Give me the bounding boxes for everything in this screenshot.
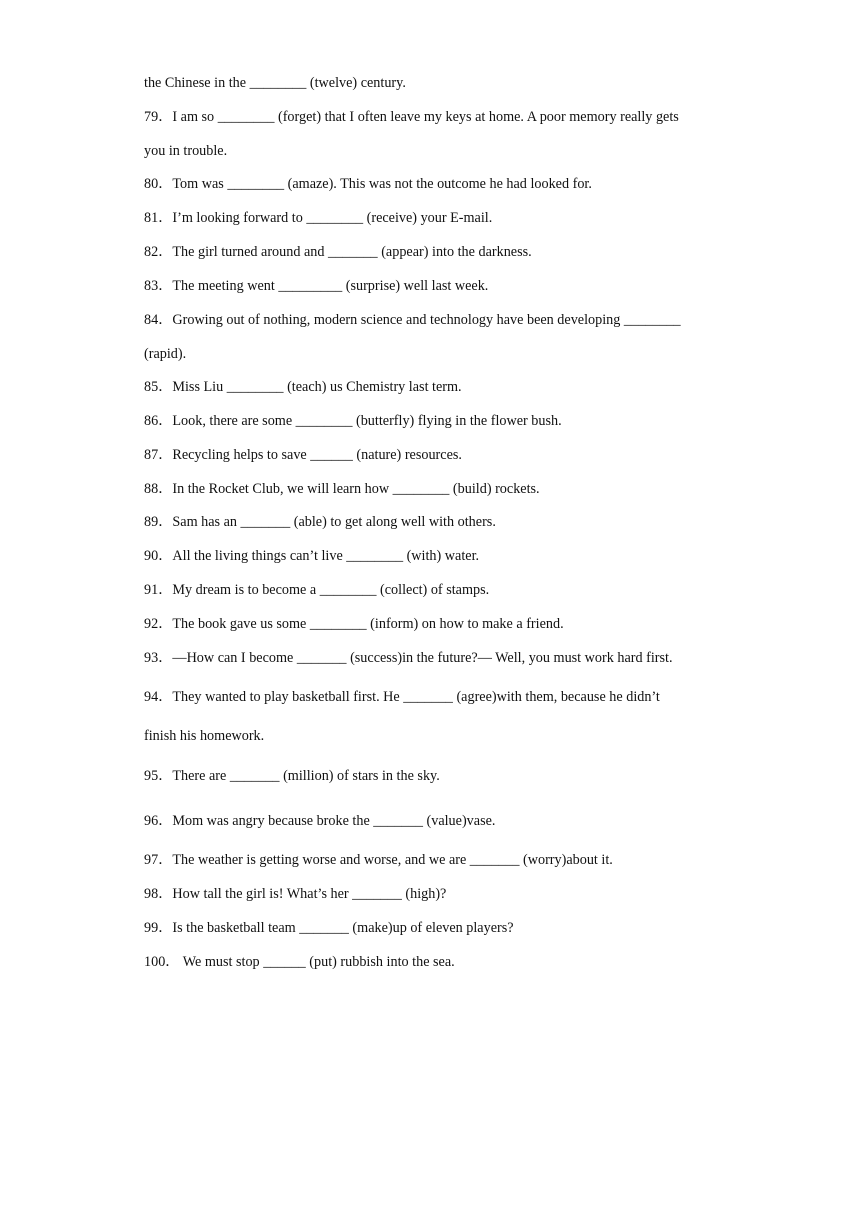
question-84: 84．Growing out of nothing, modern science and technology have been developing ________: [144, 312, 681, 328]
question-85: 85．Miss Liu ________ (teach) us Chemistry last term.: [144, 379, 462, 395]
question-82: 82．The girl turned around and _______ (appear) into the darkness.: [144, 244, 532, 260]
question-97: 97．The weather is getting worse and worse, and we are _______ (worry)about it.: [144, 852, 613, 868]
question-95: 95．There are _______ (million) of stars in the sky.: [144, 768, 440, 784]
question-90: 90．All the living things can’t live ________ (with) water.: [144, 548, 480, 564]
question-83: 83．The meeting went _________ (surprise) well last week.: [144, 278, 489, 294]
question-99: 99．Is the basketball team _______ (make)up of eleven players?: [144, 920, 514, 936]
text-line-continuation-78: the Chinese in the ________ (twelve) century.: [144, 75, 406, 91]
question-94: 94．They wanted to play basketball first. He _______ (agree)with them, because he didn’t: [144, 689, 660, 705]
question-88: 88．In the Rocket Club, we will learn how ________ (build) rockets.: [144, 481, 540, 497]
question-87: 87．Recycling helps to save ______ (nature) resources.: [144, 447, 462, 463]
question-92: 92．The book gave us some ________ (inform) on how to make a friend.: [144, 616, 564, 632]
question-94-continuation: finish his homework.: [144, 728, 265, 744]
question-93: 93．—How can I become _______ (success)in the future?— Well, you must work hard first.: [144, 650, 673, 666]
question-84-continuation: (rapid).: [144, 346, 187, 362]
question-91: 91．My dream is to become a ________ (collect) of stamps.: [144, 582, 490, 598]
question-86: 86．Look, there are some ________ (butterfly) flying in the flower bush.: [144, 413, 562, 429]
question-100: 100． We must stop ______ (put) rubbish into the sea.: [144, 954, 455, 970]
question-81: 81．I’m looking forward to ________ (receive) your E-mail.: [144, 210, 493, 226]
question-96: 96．Mom was angry because broke the _______ (value)vase.: [144, 813, 496, 829]
question-79: 79．I am so ________ (forget) that I often leave my keys at home. A poor memory really gets: [144, 109, 679, 125]
question-89: 89．Sam has an _______ (able) to get along well with others.: [144, 514, 496, 530]
question-79-continuation: you in trouble.: [144, 143, 228, 159]
question-80: 80．Tom was ________ (amaze). This was not the outcome he had looked for.: [144, 176, 592, 192]
question-98: 98．How tall the girl is! What’s her _______ (high)?: [144, 886, 447, 902]
